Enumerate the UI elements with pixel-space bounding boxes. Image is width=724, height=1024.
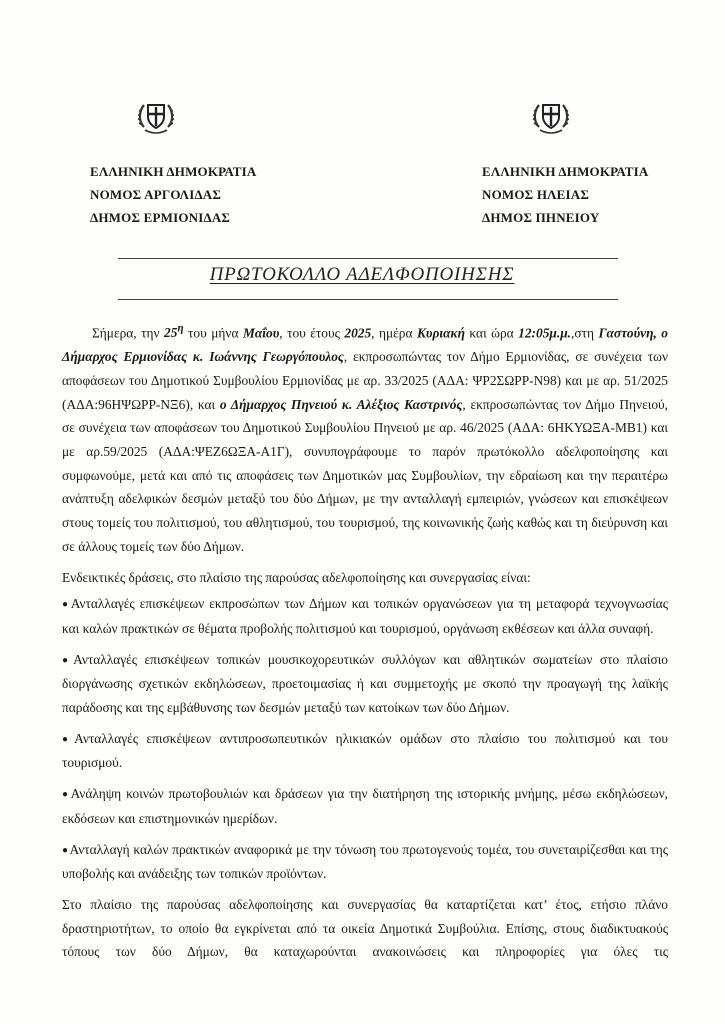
left-header-line-1: ΕΛΛΗΝΙΚΗ ΔΗΜΟΚΡΑΤΙΑ <box>90 164 257 179</box>
right-header-line-3: ΔΗΜΟΣ ΠΗΝΕΙΟΥ <box>482 210 600 225</box>
right-header-line-2: ΝΟΜΟΣ ΗΛΕΙΑΣ <box>482 187 590 202</box>
left-header-line-3: ΔΗΜΟΣ ΕΡΜΙΟΝΙΔΑΣ <box>90 210 231 225</box>
actions-intro: Ενδεικτικές δράσεις, στο πλαίσιο της παρούσας αδελφοποίησης και συνεργασίας είναι: <box>62 569 531 585</box>
bullet-icon: ● <box>62 844 69 856</box>
bullet-icon: ● <box>62 789 70 801</box>
title-divider-top <box>118 258 618 259</box>
list-item: ●Ανταλλαγές επισκέψεων αντιπροσωπευτικών ηλικιακών ομάδων στο πλαίσιο του πολιτισμού και του τουρισμού. <box>62 730 668 771</box>
document-body <box>62 318 668 971</box>
list-item: ●Ανταλλαγές επισκέψεων τοπικών μουσικοχορευτικών συλλόγων και αθλητικών σωματείων στο πλαίσιο διοργάνωσης σχετικών εκδηλώσεων, προετοιμασίας ή και συμμετοχής με σκοπό την προαγωγή της λαϊκής παράδοσης και της εμβάθυνσης των δεσμών μεταξύ των κατοίκων των δύο Δήμων. <box>62 651 668 716</box>
greek-coat-of-arms-icon <box>531 97 571 137</box>
left-municipality-header <box>90 160 256 229</box>
list-item: ●Ανταλλαγές επισκέψεων εκπροσώπων των Δήμων και τοπικών οργανώσεων για τη μεταφορά τεχνογνωσίας και καλών πρακτικών σε θέματα προβολής πολιτισμού και τουρισμού, οργάνωση εκθέσεων και άλλα συναφή. <box>62 596 668 636</box>
document-title: ΠΡΩΤΟΚΟΛΛΟ ΑΔΕΛΦΟΠΟΙΗΣΗΣ <box>209 264 515 285</box>
title-divider-bottom <box>118 299 618 300</box>
right-municipality-header <box>482 160 648 229</box>
left-header-line-2: ΝΟΜΟΣ ΑΡΓΟΛΙΔΑΣ <box>90 187 222 202</box>
greek-coat-of-arms-icon <box>136 97 176 137</box>
list-item: ●Ανάληψη κοινών πρωτοβουλιών και δράσεων για την διατήρηση της ιστορικής μνήμης, μέσω εκδηλώσεων, εκδόσεων και επιστημονικών ημερίδων. <box>62 786 668 826</box>
closing-paragraph: Στο πλαίσιο της παρούσας αδελφοποίησης και συνεργασίας θα καταρτίζεται κατ’ έτος, ετήσιο πλάνο δραστηριοτήτων, το οποίο θα εγκρίνεται από τα οικεία Δημοτικά Συμβούλια. Επίσης, στους διαδικτυακούς τόπους των δύο Δήμων, θα καταχωρούνται ανακοινώσεις και πληροφορίες για όλες τις <box>62 896 668 960</box>
bullet-icon: ● <box>62 599 70 611</box>
right-header-line-1: ΕΛΛΗΝΙΚΗ ΔΗΜΟΚΡΑΤΙΑ <box>482 164 649 179</box>
list-item: ●Ανταλλαγή καλών πρακτικών αναφορικά με την τόνωση του πρωτογενούς τομέα, του συνεταιρίζεσθαι και της υποβολής και ανάδειξης των τοπικών προϊόντων. <box>62 841 668 882</box>
bullet-icon: ● <box>62 733 74 745</box>
intro-paragraph: Σήμερα, την $25^\eta$ του μήνα Μαΐου, του έτους 2025, ημέρα Κυριακή και ώρα 12:05μ.μ.,στη Γαστούνη, ο Δήμαρχος Ερμιονίδας κ. Ιωάννης Γεωργόπουλος, εκπροσωπώντας τον Δήμο Ερμιονίδας, σε συνέχεια των αποφάσεων του Δημοτικού Συμβουλίου Ερμιονίδας με αρ. 33/2025 (ΑΔΑ: ΨΡ2ΣΩΡΡ-Ν98) και με αρ. 51/2025 (ΑΔΑ:96ΗΨΩΡΡ-ΝΞ6), και ο Δήμαρχος Πηνειού κ. Αλέξιος Καστρινός, εκπροσωπώντας τον Δήμο Πηνειού, σε συνέχεια των αποφάσεων του Δημοτικού Συμβουλίου Πηνειού με αρ. 46/2025 (ΑΔΑ: 6ΗΚΥΩΞΑ-ΜΒ1) και με αρ.59/2025 (ΑΔΑ:ΨΕΖ6ΩΞΑ-Α1Γ), συνυπογράφουμε το παρόν πρωτόκολλο αδελφοποίησης και συμφωνούμε, μετά και από τις αποφάσεις των Δημοτικών μας Συμβουλίων, την εδραίωση και την περαιτέρω ανάπτυξη αδελφικών δεσμών μεταξύ του δύο Δήμων, με την ανταλλαγή εμπειριών, γνώσεων και επισκέψεων στους τομείς του πολιτισμού, του αθλητισμού, του τουρισμού, της κοινωνικής ζωής καθώς και τη διεύρυνση και σε άλλους τομείς των δύο Δήμων. <box>62 323 668 554</box>
bullet-icon: ● <box>62 654 73 666</box>
